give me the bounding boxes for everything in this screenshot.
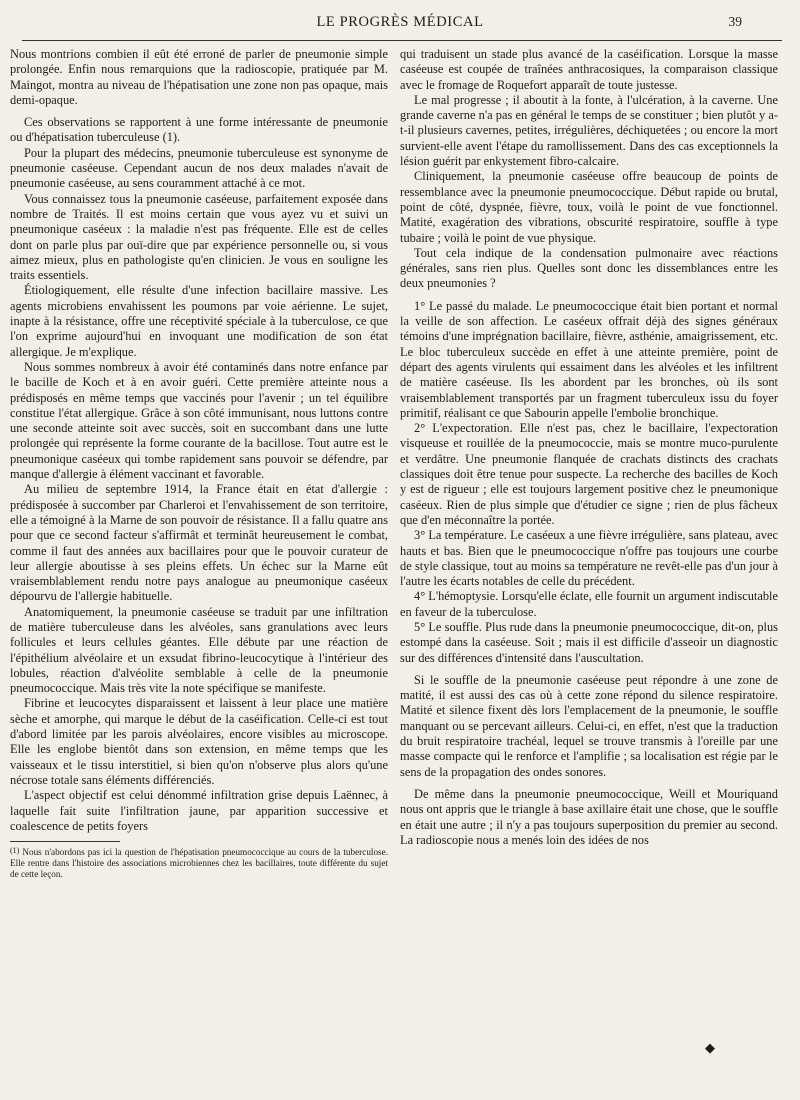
footnote-rule — [10, 841, 120, 842]
paragraph: Vous connaissez tous la pneumonie caséeuse, parfaitement exposée dans nombre de Traités. Il est moins certain que vous ayez vu et suivi un pneumonique caséeux : la maladie n'est pas fréquente. Elle est de celles dont on parle plus par ouï-dire que par expérience personnelle ou, si vous aimez mieux, plus en pathologiste qu'en clinicien. Je vous en souligne les traits essentiels. — [10, 191, 388, 283]
footnote — [10, 846, 388, 879]
footnote-text: Nous n'abordons pas ici la question de l'hépatisation pneumococcique au cours de la tuberculose. Elle rentre dans l'histoire des associations microbiennes chez les bacillaires, toute différente du sujet de cette leçon. — [10, 847, 389, 879]
paragraph: Fibrine et leucocytes disparaissent et laissent à leur place une matière sèche et amorphe, qui marque le début de la caséification. Celle-ci est tout d'abord limitée par les parois alvéolaires, encore visibles au microscope. Elle les englobe bientôt dans son extension, en même temps que les vaisseaux et le tissu interstitiel, si bien qu'on n'observe plus alors qu'une nécrose totale sans éléments différenciés. — [10, 696, 388, 787]
paragraph: L'aspect objectif est celui dénommé infiltration grise depuis Laënnec, à laquelle fait suite l'infiltration jaune, par apparition successive et coalescence de petits foyers — [10, 788, 388, 833]
paragraph: Ces observations se rapportent à une forme intéressante de pneumonie ou d'hépatisation tuberculeuse (1). — [10, 115, 388, 145]
journal-title: LE PROGRÈS MÉDICAL — [316, 14, 484, 30]
running-header — [0, 10, 800, 34]
paragraph: Anatomiquement, la pneumonie caséeuse se traduit par une infiltration de matière tuberculeuse dans les alvéoles, sans granulations avec leurs follicules et leurs cellules géantes. Elle débute par une réaction de l'épithélium alvéolaire et un exsudat fibrino-leucocytique à l'intérieur des lobules, réaction d'alvéolite semblable à celle de la pneumonie pneumococcique. Mais très vite la note spécifique se manifeste. — [10, 604, 388, 696]
paragraph: Au milieu de septembre 1914, la France était en état d'allergie : prédisposée à succomber par Charleroi et l'envahissement de son territoire, elle a témoigné à la Marne de son pouvoir de résistance. Il a fallu quatre ans pour que ce second facteur s'affirmât et terminât heureusement le combat, comme il faut des années aux bacillaires pour que le pouvoir curateur de leur allergie aboutisse à ses pleins effets. Un échec sur la Marne eût vraisemblablement rendu notre pays analogue au pneumonique caséeux dépourvu de l'allergie habituelle. — [10, 482, 388, 604]
paragraph: 5° Le souffle. Plus rude dans la pneumonie pneumococcique, dit-on, plus estompé dans la caséeuse. Soit ; mais il est difficile d'asseoir un diagnostic sur des différences d'intensité dans l'auscultation. — [400, 619, 778, 665]
page-number: 39 — [728, 14, 742, 29]
paragraph: De même dans la pneumonie pneumococcique, Weill et Mouriquand nous ont appris que le triangle à base axillaire était une chose, que le souffle en était une autre ; il n'y a pas toujours superposition du premier au second. La radioscopie nous a menés loin des idées de nos — [400, 786, 778, 847]
paragraph: Tout cela indique de la condensation pulmonaire avec réactions générales, sans rien plus. Quelles sont donc les dissemblances entre les deux pneumonies ? — [400, 245, 778, 291]
paragraph: Le mal progresse ; il aboutit à la fonte, à l'ulcération, à la caverne. Une grande caverne n'a pas en général le temps de se constituer ; bien plutôt y a-t-il plusieurs cavernes, petites, irrégulières, déchiquetées ; ou encore la mort survient-elle avent l'étape du ramollissement. Dans des cas exceptionnels la lésion guérit par enkystement fibro-calcaire. — [400, 92, 778, 169]
right-column — [400, 47, 778, 848]
paragraph: Cliniquement, la pneumonie caséeuse offre beaucoup de points de ressemblance avec la pneumonie pneumococcique. Début rapide ou brutal, point de côté, dyspnée, fièvre, toux, voilà le point de vue fonctionnel. Matité, exagération des vibrations, obscurité respiratoire, souffle à type tubaire ; voilà le point de vue physique. — [400, 169, 778, 245]
paragraph: 1° Le passé du malade. Le pneumococcique était bien portant et normal la veille de son affection. Le caséeux offrait déjà des signes généraux témoins d'une imprégnation bacillaire, fièvre, asthénie, amaigrissement, etc. Le bloc tuberculeux succède en effet à une atteinte première, point de départ des agents virulents qui essaiment dans les alvéoles et les infiltrent de matière caséeuse. Ils les abordent par les bronches, où ils sont vraisemblablement transportés par un fragment tuberculeux issu du foyer primitif, réalisant ce que Sabourin appelle l'embolie bronchique. — [400, 298, 778, 420]
paragraph: Pour la plupart des médecins, pneumonie tuberculeuse est synonyme de pneumonie caséeuse. Cependant aucun de nos deux malades n'avait de pneumonie caséeuse, au sens couramment attaché à ce mot. — [10, 145, 388, 191]
left-column — [10, 47, 388, 880]
paragraph: 2° L'expectoration. Elle n'est pas, chez le bacillaire, l'expectoration visqueuse et rouillée de la pneumococcie, mais se montre muco-purulente et verdâtre. Une pneumonie flanquée de crachats distincts des crachats classiques doit être tenue pour suspecte. La recherche des bacilles de Koch y est de rigueur ; elle est toujours largement positive chez le pneumonique caséeux. Rien de plus simple que d'étudier ce signe ; rien de plus fâcheux que d'en méconnaître la portée. — [400, 421, 778, 527]
paragraph: Nous montrions combien il eût été erroné de parler de pneumonie simple prolongée. Enfin nous remarquions que la radioscopie, pratiquée par M. Maingot, montra au niveau de l'hépatisation une zone non pas opaque, mais demi-opaque. — [10, 47, 388, 107]
header-rule — [22, 40, 782, 41]
paragraph: 4° L'hémoptysie. Lorsqu'elle éclate, elle fournit un argument indiscutable en faveur de la tuberculose. — [400, 589, 778, 619]
paragraph: Si le souffle de la pneumonie caséeuse peut répondre à une zone de matité, il est aussi des cas où à cette zone répond du silence respiratoire. Matité et silence fixent dès lors l'emplacement de la pneumonie, le souffle manquant ou se percevant ailleurs. Celui-ci, en effet, n'est que la traduction du bruit respiratoire trachéal, lequel se trouve transmis à l'oreille par une masse compacte qui le renforce et l'amplifie ; sa localisation est régie par le sens de la propagation des ondes sonores. — [400, 672, 778, 779]
end-ornament: ◆ — [705, 1040, 715, 1055]
paragraph: Étiologiquement, elle résulte d'une infection bacillaire massive. Les agents microbiens envahissent les poumons par voie aérienne. Le sujet, inapte à la résistance, offre une réceptivité spéciale à la tuberculose, ce que l'on exprime aujourd'hui en invoquant une modification de son état allergique. Je m'explique. — [10, 283, 388, 359]
paragraph: 3° La température. Le caséeux a une fièvre irrégulière, sans plateau, avec hauts et bas. Bien que le pneumococcique n'offre pas toujours une courbe de style classique, tout au moins sa température ne revêt-elle pas d'un jour à l'autre les écarts notables de celle du précédent. — [400, 528, 778, 589]
paragraph: qui traduisent un stade plus avancé de la caséification. Lorsque la masse caséeuse est coupée de traînées anthracosiques, la comparaison classique avec le fromage de Roquefort apparaît de toute justesse. — [400, 47, 778, 92]
paragraph: Nous sommes nombreux à avoir été contaminés dans notre enfance par le bacille de Koch et à en avoir guéri. Cette première atteinte nous a prédisposés en même temps que vaccinés pour l'avenir ; un tel équilibre constitue l'état allergique. Grâce à son côté immunisant, nous luttons contre une seconde atteinte soit avec succès, soit en succombant dans une lutte prolongée qui représente la forme courante de la bacillose. Tout autre est le pneumonique caséeux qui tombe rapidement sans pouvoir se défendre, par manque d'allergie à élément vaccinant et favorable. — [10, 359, 388, 482]
footnote-mark: (1) — [10, 846, 20, 856]
